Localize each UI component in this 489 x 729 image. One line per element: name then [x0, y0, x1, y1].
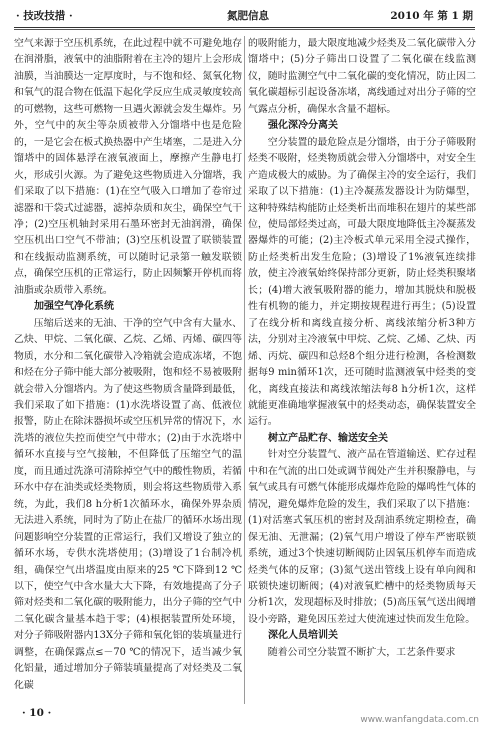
paragraph: 针对空分装置气、液产品在管道输送、贮存过程中和在气流的出口处或调节阀处产生并积聚静电，与氧气或具有可燃气体能形成爆炸危险的爆鸣性气体的情况，避免爆炸危险的发生，我们采取了以下措施：(1)对活塞式氧压机的密封及刮油系统定期检查，确保无油、无泄漏；(2)氧气用户增设了停车严密联锁系统，通过3个快速切断阀防止因氧压机停车而造成烃类气体的反窜；(3)氮气送出管线上设有单向阀和联锁快速切断阀；(4)对液氧贮槽中的烃类物质每天分析1次，发现超标及时排放；(5)高压氧气送出阀增设小旁路，避免因压差过大使流速过快而发生危险。 [248, 449, 476, 625]
journal-title: 氮肥信息 [227, 10, 269, 22]
section-heading: 强化深冷分离关 [268, 120, 338, 132]
section-heading: 加强空气净化系统 [34, 301, 114, 313]
section-heading: 树立产品贮存、输送安全关 [268, 432, 388, 444]
column-divider [244, 36, 245, 704]
section-heading: 深化人员培训关 [268, 630, 338, 642]
page-number: · 10 · [22, 707, 52, 719]
issue-label: 2010 年 第 1 期 [390, 10, 473, 22]
paragraph: 空分装置的最危险点是分馏塔，由于分子筛吸附烃类不吸附，烃类物质就会带入分馏塔中，对安全生产造成极大的威胁。为了确保主冷的安全运行，我们采取了以下措施：(1)主冷凝蒸发器设计为防爆型，这种特殊结构能防止烃类析出而堆积在翅片的某些部位，使局部烃类过高，可最大限度地降低主冷凝蒸发器爆炸的可能；(2)主冷板式单元采用全浸式操作，防止烃类析出发生危险；(3)增设了1%液氧连续排放，使主冷液氧始终保持部分更新，防止烃类积聚堵长；(4)增大液氧吸附器的能力，增加其脱炔和脱极性有机物的能力，并定期按规程进行再生；(5)设置了在线分析和离线直接分析、离线浓缩分析3种方法，分别对主冷液氧中甲烷、乙烷、乙烯、乙炔、丙烯、丙烷、碳四和总烃8个组分进行检测，各检测数据每9 min循环1次，还可随时监测液氧中烃类的变化，离线直接法和离线浓缩法每8 h分析1次，这样就能更准确地掌握液氧中的烃类动态，确保装置安全运行。 [248, 136, 476, 428]
paragraph: 压缩后送来的无油、干净的空气中含有大量水、乙炔、甲烷、二氧化碳、乙烷、乙烯、丙烯、碳四等物质，水分和二氧化碳带入冷箱就会造成冻堵，不饱和烃在分子筛中能大部分被吸附，饱和烃不易被吸附就会带入分馏塔内。为了使这些物质含量降到最低，我们采取了如下措施：(1)水洗塔设置了高、低液位报警，防止在除沫器损坏或空压机异常的情况下，水洗塔的液位失控而使空气中带水；(2)由于水洗塔中循环水直接与空气接触，不但降低了压缩空气的温度，而且通过洗涤可清除掉空气中的酸性物质，若循环水中存在油类或烃类物质，则会将这些物质带入系统，为此，我们8 h分析1次循环水，确保外界杂质无法进入系统，同时为了防止在盐厂的循环水场出现问题影响空分装置的正常运行，我们又增设了独立的循环水场，专供水洗塔使用；(3)增设了1台制冷机组，确保空气出塔温度由原来的25 ℃下降到12 ℃以下，使空气中含水量大大下降，有效地提高了分子筛对烃类和二氧化碳的吸附能力，出分子筛的空气中二氧化碳含量基本趋于零；(4)根据装置所处环境，对分子筛吸附器内13X分子筛和氧化铝的装填量进行调整，在确保露点≤－70 ℃的情况下，适当减少氧化铝量，通过增加分子筛装填量提高了对烃类及二氧化碳 [14, 317, 242, 691]
left-column [14, 36, 242, 694]
header-rule-thin [14, 29, 475, 30]
paragraph: 的吸附能力，最大限度地减少烃类及二氧化碳带入分馏塔中；(5)分子筛出口设置了二氧化碳在线监测仪，随时监测空气中二氧化碳的变化情况，防止因二氧化碳超标引起设备冻堵，离线通过对出分子筛的空气露点分析，确保水含量不超标。 [248, 38, 476, 115]
paragraph: 随着公司空分装置不断扩大，工艺条件要求 [267, 646, 456, 658]
page-header [14, 6, 475, 26]
section-label: · 技改技措 · [16, 10, 73, 22]
header-rule [14, 27, 475, 28]
right-column [248, 36, 476, 661]
paragraph: 空气来源于空压机系统，在此过程中就不可避免地存在润滑脂，液氧中的油脂附着在主冷的翅片上会形成油膜，当油膜达一定厚度时，与不饱和烃、氮氧化物和氧气的混合物在低温下起化学反应生成灵敏度较高的可燃物，这些可燃物一旦遇火源就会发生爆炸。另外，空气中的灰尘等杂质被带入分馏塔中也是危险的，一是它会在板式换热器中产生堵塞，二是进入分馏塔中的固体悬浮在液氧液面上，摩擦产生静电打火，形成引火源。为了避免这些物质进入分馏塔，我们采取了以下措施：(1)在空气吸入口增加了卷帘过滤器和干袋式过滤器，滤掉杂质和灰尘，确保空气干净；(2)空压机轴封采用石墨环密封无油润滑，确保空压机出口空气不带油；(3)空压机设置了联锁装置和在线振动监测系统，可以随时记录第一触发联锁点，确保空压机的正常运行，防止因频繁开停机而将油脂或杂质带入系统。 [14, 38, 242, 296]
watermark: www.wanfangdata.com.cn [360, 715, 479, 725]
